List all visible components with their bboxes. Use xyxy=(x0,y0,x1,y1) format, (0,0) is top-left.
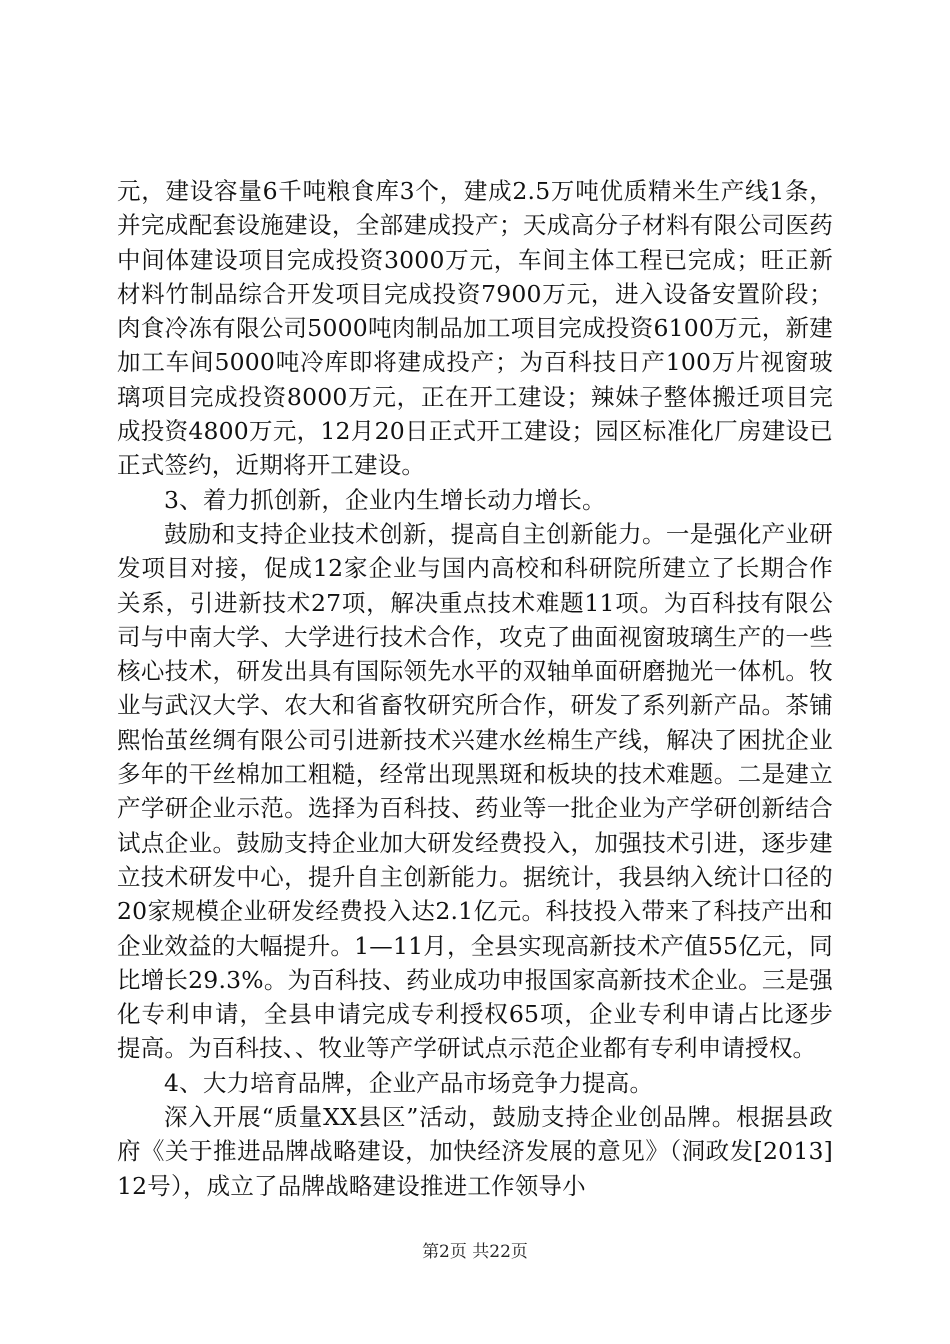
paragraph-continuation: 元，建设容量6千吨粮食库3个，建成2.5万吨优质精米生产线1条，并完成配套设施建设，全部建成投产；天成高分子材料有限公司医药中间体建设项目完成投资3000万元，车间主体工程已完成；旺正新材料竹制品综合开发项目完成投资7900万元，进入设备安置阶段；肉食冷冻有限公司5000吨肉制品加工项目完成投资6100万元，新建加工车间5000吨冷库即将建成投产；为百科技日产100万片视窗玻璃项目完成投资8000万元，正在开工建设；辣妹子整体搬迁项目完成投资4800万元，12月20日正式开工建设；园区标准化厂房建设已正式签约，近期将开工建设。 xyxy=(117,177,833,480)
section-heading-innovation: 3、着力抓创新，企业内生增长动力增长。 xyxy=(164,485,606,514)
page-footer: 第2页 共22页 xyxy=(422,1242,528,1262)
paragraph-brand: 深入开展“质量XX县区”活动，鼓励支持企业创品牌。根据县政府《关于推进品牌战略建设，加快经济发展的意见》（洞政发[2013]12号），成立了品牌战略建设推进工作领导小 xyxy=(117,1103,833,1200)
body-text xyxy=(117,174,833,1203)
paragraph-innovation: 鼓励和支持企业技术创新，提高自主创新能力。一是强化产业研发项目对接，促成12家企业与国内高校和科研院所建立了长期合作关系，引进新技术27项，解决重点技术难题11项。为百科技有限公司与中南大学、大学进行技术合作，攻克了曲面视窗玻璃生产的一些核心技术，研发出具有国际领先水平的双轴单面研磨抛光一体机。牧业与武汉大学、农大和省畜牧研究所合作，研发了系列新产品。茶铺熙怡茧丝绸有限公司引进新技术兴建水丝棉生产线，解决了困扰企业多年的干丝棉加工粗糙，经常出现黑斑和板块的技术难题。二是建立产学研企业示范。选择为百科技、药业等一批企业为产学研创新结合试点企业。鼓励支持企业加大研发经费投入，加强技术引进，逐步建立技术研发中心，提升自主创新能力。据统计，我县纳入统计口径的20家规模企业研发经费投入达2.1亿元。科技投入带来了科技产出和企业效益的大幅提升。1—11月，全县实现高新技术产值55亿元，同比增长29.3%。为百科技、药业成功申报国家高新技术企业。三是强化专利申请，全县申请完成专利授权65项，企业专利申请占比逐步提高。为百科技、、牧业等产学研试点示范企业都有专利申请授权。 xyxy=(117,519,833,1063)
section-heading-brand: 4、大力培育品牌，企业产品市场竞争力提高。 xyxy=(164,1068,654,1097)
